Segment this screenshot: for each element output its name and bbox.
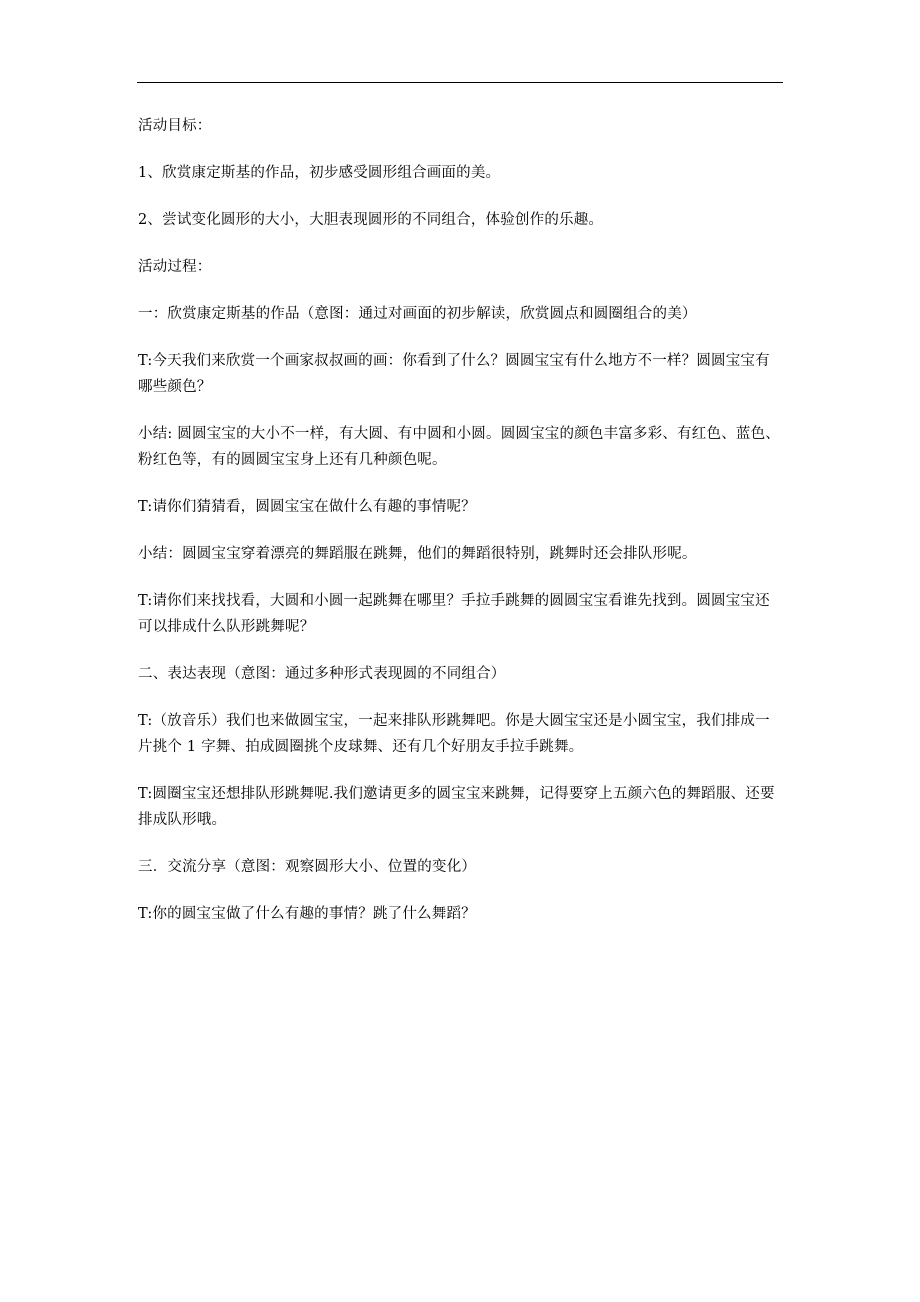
summary-paragraph: 小结：圆圆宝宝穿着漂亮的舞蹈服在跳舞，他们的舞蹈很特别，跳舞时还会排队形呢。 xyxy=(138,546,697,562)
teacher-prompt: T:今天我们来欣赏一个画家叔叔画的画：你看到了什么？圆圆宝宝有什么地方不一样？圆圆宝宝有哪些颜色？ xyxy=(138,353,770,395)
section-heading-goals: 活动目标： xyxy=(138,118,212,134)
teacher-prompt: T:（放音乐）我们也来做圆宝宝，一起来排队形跳舞吧。你是大圆宝宝还是小圆宝宝，我们排成一片挑个 1 字舞、拍成圆圈挑个皮球舞、还有几个好朋友手拉手跳舞。 xyxy=(138,713,770,755)
teacher-prompt: T:你的圆宝宝做了什么有趣的事情？跳了什么舞蹈？ xyxy=(138,906,476,922)
goal-item-2: 2、尝试变化圆形的大小，大胆表现圆形的不同组合，体验创作的乐趣。 xyxy=(138,212,604,228)
teacher-prompt: T:请你们来找找看，大圆和小圆一起跳舞在哪里？手拉手跳舞的圆圆宝宝看谁先找到。圆圆宝宝还可以排成什么队形跳舞呢？ xyxy=(138,593,770,635)
teacher-prompt: T:圆圈宝宝还想排队形跳舞呢.我们邀请更多的圆宝宝来跳舞，记得要穿上五颜六色的舞蹈服、还要排成队形哦。 xyxy=(138,786,775,828)
goal-item-1: 1、欣赏康定斯基的作品，初步感受圆形组合画面的美。 xyxy=(138,165,501,181)
document-body xyxy=(138,113,784,948)
step-heading-3: 三．交流分享（意图：观察圆形大小、位置的变化） xyxy=(138,859,477,875)
summary-paragraph: 小结: 圆圆宝宝的大小不一样，有大圆、有中圆和小圆。圆圆宝宝的颜色丰富多彩、有红色、蓝色、粉红色等，有的圆圆宝宝身上还有几种颜色呢。 xyxy=(138,426,780,468)
section-heading-process: 活动过程： xyxy=(138,259,212,275)
step-heading-2: 二、表达表现（意图：通过多种形式表现圆的不同组合） xyxy=(138,666,506,682)
step-heading-1: 一：欣赏康定斯基的作品（意图：通过对画面的初步解读，欣赏圆点和圆圈组合的美） xyxy=(138,306,697,322)
header-rule xyxy=(137,82,783,83)
teacher-prompt: T:请你们猜猜看，圆圆宝宝在做什么有趣的事情呢？ xyxy=(138,499,476,515)
